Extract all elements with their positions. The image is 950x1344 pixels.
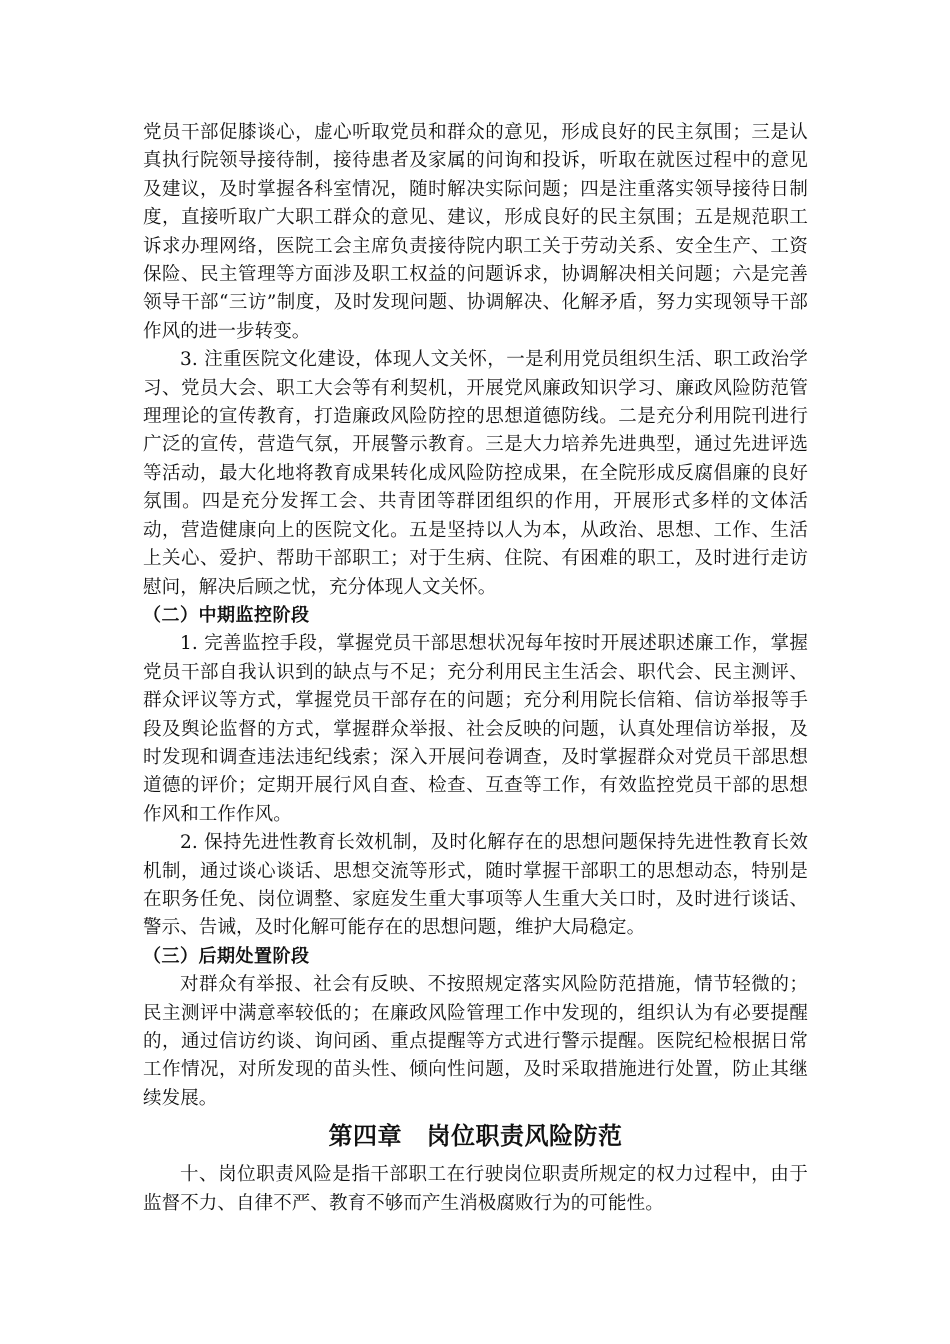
paragraph-monitoring-means: 1. 完善监控手段，掌握党员干部思想状况每年按时开展述职述廉工作，掌握党员干部自我认识到的缺点与不足；充分利用民主生活会、职代会、民主测评、群众评议等方式，掌握党员干部存在的问题；充分利用院长信箱、信访举报等手段及舆论监督的方式，掌握群众举报、社会反映的问题，认真处理信访举报，及时发现和调查违法违纪线索；深入开展问卷调查，及时掌握群众对党员干部思想道德的评价；定期开展行风自查、检查、互查等工作，有效监控党员干部的思想作风和工作作风。: [143, 633, 808, 825]
section-heading-mid-term: （二）中期监控阶段: [143, 604, 310, 626]
paragraph-hospital-culture: 3. 注重医院文化建设，体现人文关怀，一是利用党员组织生活、职工政治学习、党员大会、职工大会等有利契机，开展党风廉政知识学习、廉政风险防范管理理论的宣传教育，打造廉政风险防控的思想道德防线。二是充分利用院刊进行广泛的宣传，营造气氛，开展警示教育。三是大力培养先进典型，通过先进评选等活动，最大化地将教育成果转化成风险防控成果，在全院形成反腐倡廉的良好氛围。四是充分发挥工会、共青团等群团组织的作用，开展形式多样的文体活动，营造健康向上的医院文化。五是坚持以人为本，从政治、思想、工作、生活上关心、爱护、帮助干部职工；对于生病、住院、有困难的职工，及时进行走访慰问，解决后顾之忧，充分体现人文关怀。: [143, 349, 808, 598]
document-body: [143, 119, 808, 1218]
paragraph-democracy-measures: 党员干部促膝谈心，虚心听取党员和群众的意见，形成良好的民主氛围；三是认真执行院领导接待制，接待患者及家属的问询和投诉，听取在就医过程中的意见及建议，及时掌握各科室情况，随时解决实际问题；四是注重落实领导接待日制度，直接听取广大职工群众的意见、建议，形成良好的民主氛围；五是规范职工诉求办理网络，医院工会主席负责接待院内职工关于劳动关系、安全生产、工资保险、民主管理等方面涉及职工权益的问题诉求，协调解决相关问题；六是完善领导干部“三访”制度，及时发现问题、协调解决、化解矛盾，努力实现领导干部作风的进一步转变。: [143, 122, 808, 342]
paragraph-education-mechanism: 2. 保持先进性教育长效机制，及时化解存在的思想问题保持先进性教育长效机制，通过谈心谈话、思想交流等形式，随时掌握干部职工的思想动态，特别是在职务任免、岗位调整、家庭发生重大事项等人生重大关口时，及时进行谈话、警示、告诫，及时化解可能存在的思想问题，维护大局稳定。: [143, 832, 808, 939]
paragraph-post-duty-risk: 十、岗位职责风险是指干部职工在行驶岗位职责所规定的权力过程中，由于监督不力、自律不严、教育不够而产生消极腐败行为的可能性。: [143, 1164, 808, 1214]
section-heading-late-stage: （三）后期处置阶段: [143, 945, 310, 967]
chapter-title: 第四章 岗位职责风险防范: [328, 1122, 623, 1151]
paragraph-late-stage-handling: 对群众有举报、社会有反映、不按照规定落实风险防范措施，情节轻微的；民主测评中满意率较低的；在廉政风险管理工作中发现的，组织认为有必要提醒的，通过信访约谈、询问函、重点提醒等方式进行警示提醒。医院纪检根据日常工作情况，对所发现的苗头性、倾向性问题，及时采取措施进行处置，防止其继续发展。: [143, 974, 808, 1109]
